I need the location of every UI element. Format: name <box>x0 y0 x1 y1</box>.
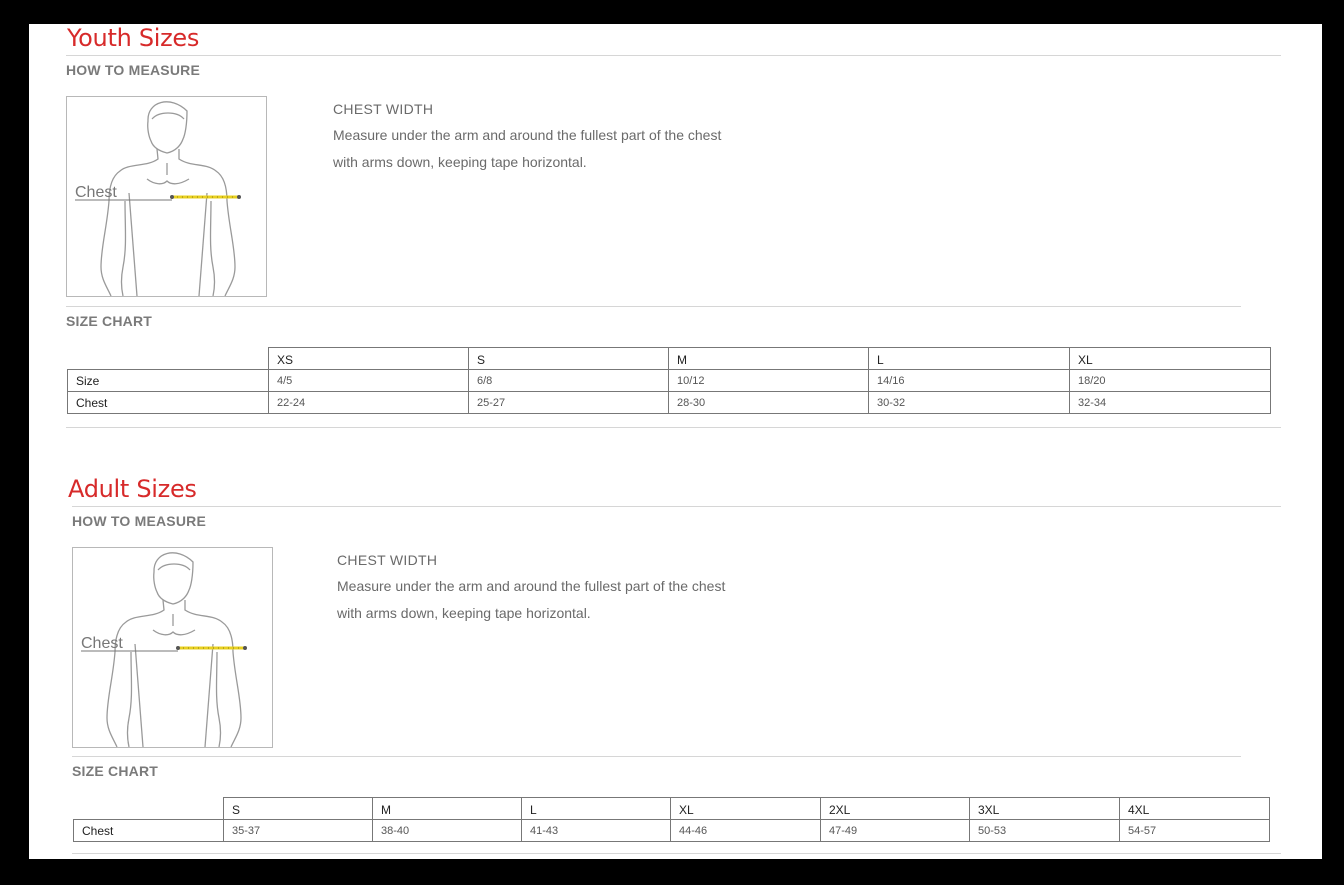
table-header-row <box>68 348 1271 370</box>
row-label: Chest <box>74 820 224 842</box>
adult-measure-line1: Measure under the arm and around the fullest part of the chest <box>337 578 726 594</box>
adult-size-chart-label: SIZE CHART <box>72 763 158 779</box>
figure-chest-label: Chest <box>75 184 117 201</box>
table-row <box>68 370 1271 392</box>
column-header: S <box>224 798 373 820</box>
youth-measure-line1: Measure under the arm and around the fullest part of the chest <box>333 127 722 143</box>
youth-measure-line2: with arms down, keeping tape horizontal. <box>333 154 587 170</box>
row-label: Chest <box>68 392 269 414</box>
body-outline-figure <box>67 97 266 296</box>
column-header: L <box>869 348 1070 370</box>
body-outline-figure <box>73 548 272 747</box>
divider <box>72 756 1241 757</box>
table-cell: 28-30 <box>669 392 869 414</box>
table-cell: 18/20 <box>1070 370 1271 392</box>
column-header: M <box>669 348 869 370</box>
column-header: L <box>522 798 671 820</box>
column-header: S <box>469 348 669 370</box>
table-corner-cell <box>74 798 224 820</box>
table-cell: 6/8 <box>469 370 669 392</box>
adult-sizes-title: Adult Sizes <box>68 475 197 503</box>
column-header: M <box>373 798 522 820</box>
divider <box>66 55 1281 56</box>
table-cell: 44-46 <box>671 820 821 842</box>
adult-size-table <box>73 797 1270 842</box>
divider <box>66 427 1281 428</box>
adult-chest-diagram <box>72 547 273 748</box>
table-cell: 14/16 <box>869 370 1070 392</box>
table-cell: 22-24 <box>269 392 469 414</box>
table-cell: 30-32 <box>869 392 1070 414</box>
table-header-row <box>74 798 1270 820</box>
table-cell: 25-27 <box>469 392 669 414</box>
column-header: XS <box>269 348 469 370</box>
youth-chest-diagram <box>66 96 267 297</box>
table-cell: 10/12 <box>669 370 869 392</box>
divider <box>72 853 1281 854</box>
column-header: 3XL <box>970 798 1120 820</box>
column-header: 4XL <box>1120 798 1270 820</box>
column-header: XL <box>671 798 821 820</box>
adult-measure-line2: with arms down, keeping tape horizontal. <box>337 605 591 621</box>
table-cell: 4/5 <box>269 370 469 392</box>
adult-how-to-measure-label: HOW TO MEASURE <box>72 513 206 529</box>
table-cell: 41-43 <box>522 820 671 842</box>
table-corner-cell <box>68 348 269 370</box>
youth-size-table <box>67 347 1271 414</box>
table-cell: 35-37 <box>224 820 373 842</box>
youth-sizes-title: Youth Sizes <box>67 24 200 52</box>
table-row <box>74 820 1270 842</box>
column-header: XL <box>1070 348 1271 370</box>
adult-chest-width-title: CHEST WIDTH <box>337 552 438 568</box>
table-cell: 38-40 <box>373 820 522 842</box>
table-cell: 32-34 <box>1070 392 1271 414</box>
row-label: Size <box>68 370 269 392</box>
youth-size-chart-label: SIZE CHART <box>66 313 152 329</box>
youth-how-to-measure-label: HOW TO MEASURE <box>66 62 200 78</box>
divider <box>72 506 1281 507</box>
divider <box>66 306 1241 307</box>
table-cell: 47-49 <box>821 820 970 842</box>
table-cell: 54-57 <box>1120 820 1270 842</box>
figure-chest-label: Chest <box>81 635 123 652</box>
table-cell: 50-53 <box>970 820 1120 842</box>
youth-chest-width-title: CHEST WIDTH <box>333 101 434 117</box>
column-header: 2XL <box>821 798 970 820</box>
size-guide-page <box>29 24 1322 859</box>
table-row <box>68 392 1271 414</box>
